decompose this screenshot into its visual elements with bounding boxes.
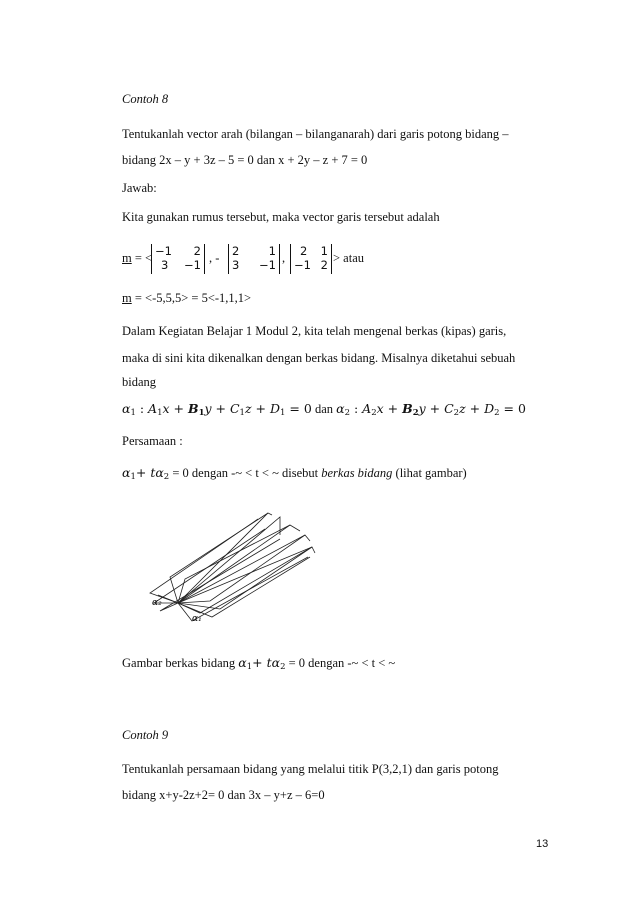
paragraph-line-2: maka di sini kita dikenalkan dengan berkas bidang. Misalnya diketahui sebuah <box>122 351 516 365</box>
det1-d: −1 <box>184 258 201 272</box>
det2-b: 1 <box>268 244 276 258</box>
pencil-term: berkas bidang <box>321 466 393 480</box>
formula-intro: Kita gunakan rumus tersebut, maka vector garis tersebut adalah <box>122 210 440 224</box>
paragraph-line-3: bidang <box>122 375 157 389</box>
separator-2: , <box>282 251 286 265</box>
pencil-equation-tail: (lihat gambar) <box>392 466 467 480</box>
det1-b: 2 <box>193 244 201 258</box>
pencil-of-planes-figure <box>140 505 330 625</box>
example-8-line-2: bidang 2x – y + 3z – 5 = 0 dan x + 2y – z + 7 = 0 <box>122 153 368 167</box>
example-9-heading: Contoh 9 <box>122 728 169 742</box>
determinant-3 <box>290 244 332 274</box>
and-word: dan <box>311 402 337 416</box>
caption-post: = 0 dengan -~ < t < ~ <box>285 656 396 670</box>
determinant-1 <box>151 244 205 274</box>
det3-a: 2 <box>300 244 308 258</box>
det2-a: 2 <box>232 244 240 258</box>
paragraph-line-1: Dalam Kegiatan Belajar 1 Modul 2, kita telah mengenal berkas (kipas) garis, <box>122 324 507 338</box>
vector-m-open: = < <box>131 251 153 265</box>
vector-m-close: > atau <box>333 251 364 265</box>
example-9-line-2: bidang x+y-2z+2= 0 dan 3x – y+z – 6=0 <box>122 788 325 802</box>
persamaan-label: Persamaan : <box>122 434 183 448</box>
figure-caption: Gambar berkas bidang $\alpha_1+ t\alpha_2 = 0$ dengan -~ < t < ~ <box>122 655 396 672</box>
caption-pre: Gambar berkas bidang <box>122 656 239 670</box>
example-8-line-1: Tentukanlah vector arah (bilangan – bilanganarah) dari garis potong bidang – <box>122 127 509 141</box>
plane-equations: $\alpha_1$ : $A_1x + B_1y + C_1z + D_1 = 0$ dan $\alpha_2$ : $A_2x + B_2y + C_2z + D_2 = 0$ <box>122 401 526 418</box>
pencil-equation-text: = 0 dengan -~ < t < ~ disebut <box>169 466 322 480</box>
det1-a: −1 <box>155 244 172 258</box>
det2-d: −1 <box>259 258 276 272</box>
pencil-equation: $\alpha_1+ t\alpha_2 = 0$ dengan -~ < t < ~ disebut berkas bidang (lihat gambar) <box>122 465 467 482</box>
det3-c: −1 <box>294 258 311 272</box>
determinant-2 <box>228 244 280 274</box>
example-9-line-1: Tentukanlah persamaan bidang yang melalui titik P(3,2,1) dan garis potong <box>122 762 499 776</box>
vector-m-result <box>122 290 251 306</box>
alpha-1-label: α₁ <box>192 614 202 624</box>
vector-m2-value: = <-5,5,5> = 5<-1,1,1> <box>131 291 252 305</box>
vector-m2-symbol: m <box>122 291 132 305</box>
det2-c: 3 <box>232 258 240 272</box>
vector-m-symbol: m <box>122 251 132 265</box>
example-8-heading: Contoh 8 <box>122 92 169 106</box>
det1-c: 3 <box>161 258 169 272</box>
det3-d: 2 <box>320 258 328 272</box>
page-number: 13 <box>536 838 549 850</box>
det3-b: 1 <box>320 244 328 258</box>
answer-label: Jawab: <box>122 181 157 195</box>
alpha-2-label: α₂ <box>152 598 162 608</box>
separator-1: , - <box>209 251 220 265</box>
